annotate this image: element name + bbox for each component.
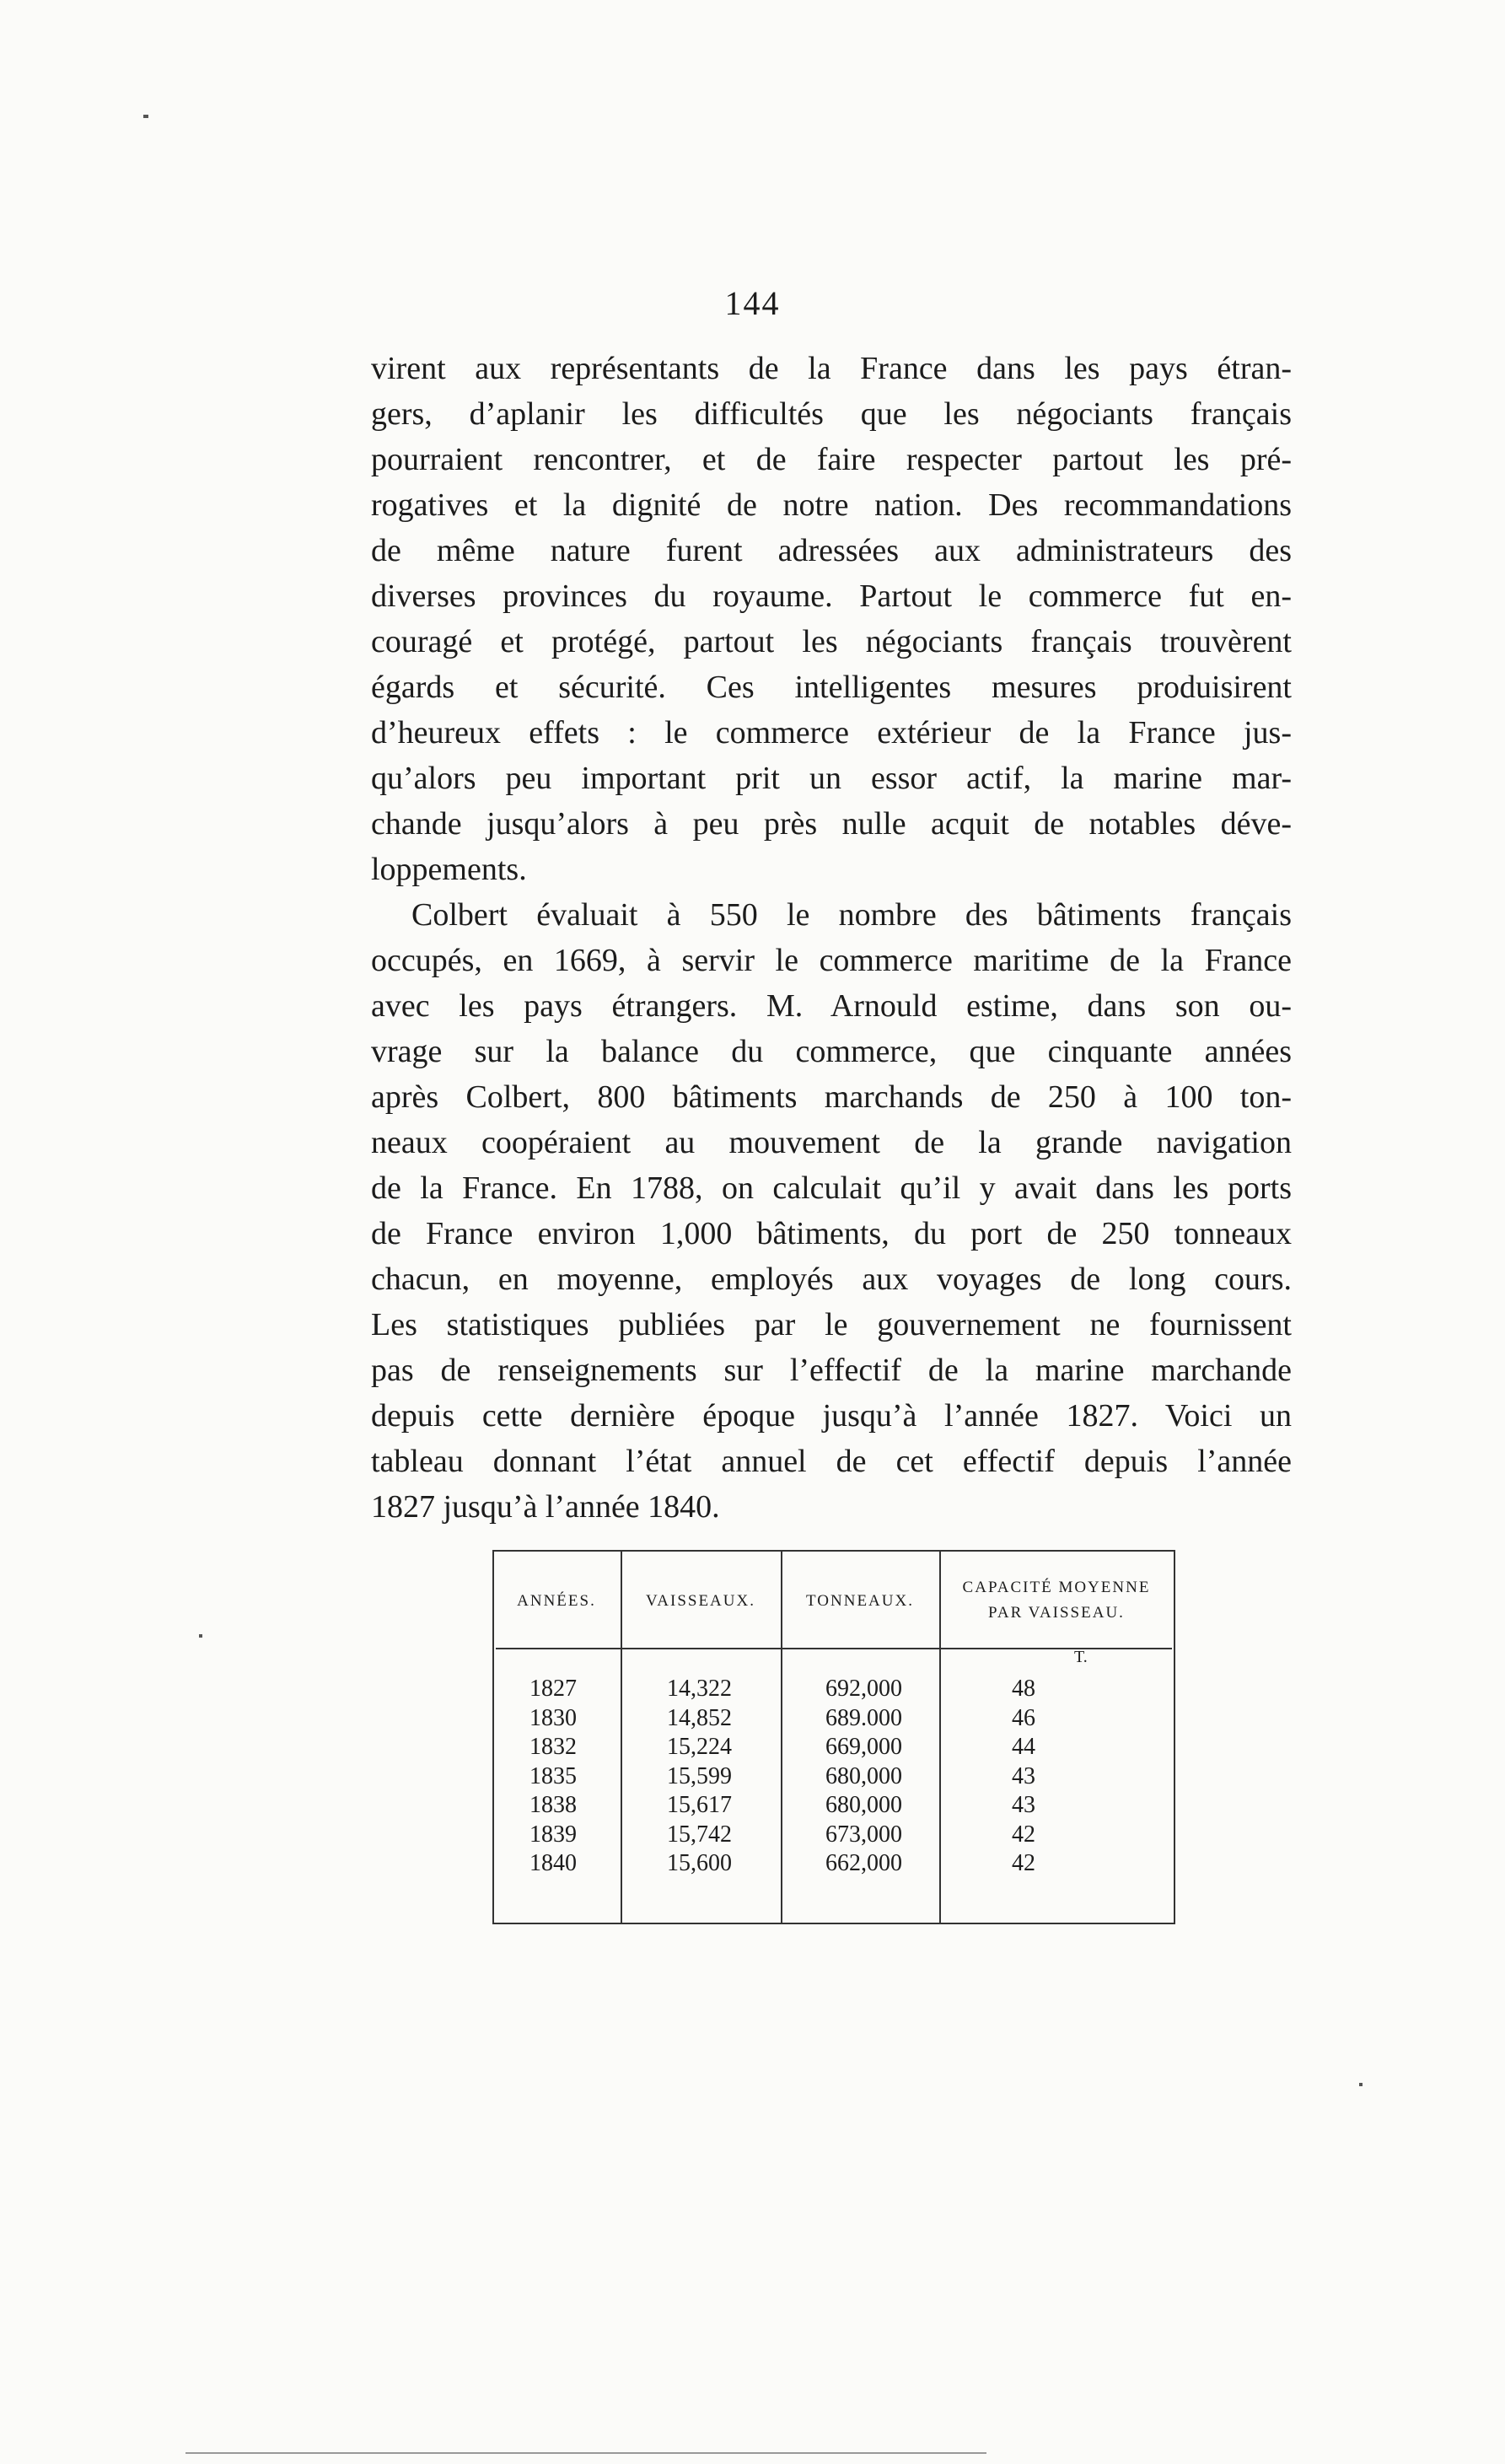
text-line: diverses provinces du royaume. Partout le commerce fut en- xyxy=(371,578,1292,614)
unit-label: T. xyxy=(1074,1648,1088,1666)
text-line: rogatives et la dignité de notre nation. Des recommandations xyxy=(371,487,1292,523)
scan-edge-line xyxy=(185,2452,986,2454)
text-line: pas de renseignements sur l’effectif de la marine marchande xyxy=(371,1353,1292,1388)
table-right-rule xyxy=(1174,1550,1175,1924)
header-capacite-line1: CAPACITÉ MOYENNE xyxy=(962,1579,1151,1596)
text-line: neaux coopéraient au mouvement de la grande navigation xyxy=(371,1125,1292,1160)
column-annees xyxy=(518,1675,577,1879)
header-annees: ANNÉES. xyxy=(517,1592,596,1610)
cell-vaisseaux: 15,600 xyxy=(667,1850,732,1876)
fleet-table xyxy=(492,1550,1175,1924)
cell-tonneaux: 673,000 xyxy=(825,1821,902,1848)
cell-tonneaux: 689.000 xyxy=(825,1704,902,1731)
cell-tonneaux: 669,000 xyxy=(825,1734,902,1760)
table-header-rule xyxy=(496,1648,1172,1649)
column-vaisseaux xyxy=(648,1675,732,1879)
text-line: chacun, en moyenne, employés aux voyages de long cours. xyxy=(371,1262,1292,1297)
cell-tonneaux: 692,000 xyxy=(825,1676,902,1702)
cell-capacite: 42 xyxy=(1012,1850,1035,1876)
text-line: chande jusqu’alors à peu près nulle acquit de notables déve- xyxy=(371,806,1292,842)
header-tonneaux: TONNEAUX. xyxy=(806,1592,914,1610)
text-line: avec les pays étrangers. M. Arnould estime, dans son ou- xyxy=(371,988,1292,1024)
cell-capacite: 42 xyxy=(1012,1821,1035,1848)
text-line: de même nature furent adressées aux administrateurs des xyxy=(371,533,1292,568)
header-capacite-line2: PAR VAISSEAU. xyxy=(988,1604,1125,1622)
table-bottom-rule xyxy=(492,1923,1175,1924)
cell-tonneaux: 662,000 xyxy=(825,1850,902,1876)
cell-tonneaux: 680,000 xyxy=(825,1762,902,1789)
body-text xyxy=(371,346,1292,1530)
text-line: Les statistiques publiées par le gouvernement ne fournissent xyxy=(371,1307,1292,1342)
text-line: pourraient rencontrer, et de faire respecter partout les pré- xyxy=(371,442,1292,477)
paragraph-2 xyxy=(371,892,1292,1530)
text-line: couragé et protégé, partout les négociants français trouvèrent xyxy=(371,624,1292,659)
cell-vaisseaux: 15,599 xyxy=(667,1762,732,1789)
scan-speck xyxy=(1359,2083,1363,2086)
text-line: de la France. En 1788, on calculait qu’il y avait dans les ports xyxy=(371,1170,1292,1206)
header-vaisseaux: VAISSEAUX. xyxy=(646,1592,755,1610)
cell-vaisseaux: 15,742 xyxy=(667,1821,732,1848)
scan-speck xyxy=(143,115,148,118)
text-line: depuis cette dernière époque jusqu’à l’année 1827. Voici un xyxy=(371,1398,1292,1434)
paragraph-1 xyxy=(371,346,1292,892)
cell-annee: 1838 xyxy=(529,1792,577,1818)
cell-capacite: 43 xyxy=(1012,1762,1035,1789)
text-line: vrage sur la balance du commerce, que cinquante années xyxy=(371,1034,1292,1069)
text-line: d’heureux effets : le commerce extérieur de la France jus- xyxy=(371,715,1292,750)
text-line: tableau donnant l’état annuel de cet effectif depuis l’année xyxy=(371,1444,1292,1479)
cell-capacite: 48 xyxy=(1012,1676,1035,1702)
cell-annee: 1827 xyxy=(529,1676,577,1702)
text-line: égards et sécurité. Ces intelligentes mesures produisirent xyxy=(371,670,1292,705)
scan-speck xyxy=(199,1634,202,1638)
text-line: gers, d’aplanir les difficultés que les négociants français xyxy=(371,396,1292,432)
text-line: après Colbert, 800 bâtiments marchands de 250 à 100 ton- xyxy=(371,1079,1292,1115)
text-line: 1827 jusqu’à l’année 1840. xyxy=(371,1489,720,1525)
text-line: de France environ 1,000 bâtiments, du port de 250 tonneaux xyxy=(371,1216,1292,1251)
text-line: occupés, en 1669, à servir le commerce maritime de la France xyxy=(371,943,1292,978)
cell-annee: 1832 xyxy=(529,1734,577,1760)
text-line: virent aux représentants de la France dans les pays étran- xyxy=(371,351,1292,386)
cell-annee: 1830 xyxy=(529,1704,577,1731)
text-line: loppements. xyxy=(371,852,527,887)
column-capacite xyxy=(1008,1675,1039,1879)
cell-capacite: 43 xyxy=(1012,1792,1035,1818)
cell-annee: 1840 xyxy=(529,1850,577,1876)
cell-capacite: 46 xyxy=(1012,1704,1035,1731)
cell-vaisseaux: 14,322 xyxy=(667,1676,732,1702)
text-line: qu’alors peu important prit un essor actif, la marine mar- xyxy=(371,761,1292,796)
column-tonneaux xyxy=(804,1675,902,1879)
page-number: 144 xyxy=(724,284,781,322)
cell-annee: 1839 xyxy=(529,1821,577,1848)
cell-vaisseaux: 15,617 xyxy=(667,1792,732,1818)
cell-vaisseaux: 15,224 xyxy=(667,1734,732,1760)
text-line: Colbert évaluait à 550 le nombre des bâtiments français xyxy=(411,897,1292,933)
cell-capacite: 44 xyxy=(1012,1734,1035,1760)
cell-tonneaux: 680,000 xyxy=(825,1792,902,1818)
cell-vaisseaux: 14,852 xyxy=(667,1704,732,1731)
cell-annee: 1835 xyxy=(529,1762,577,1789)
table-top-rule xyxy=(492,1550,1175,1552)
